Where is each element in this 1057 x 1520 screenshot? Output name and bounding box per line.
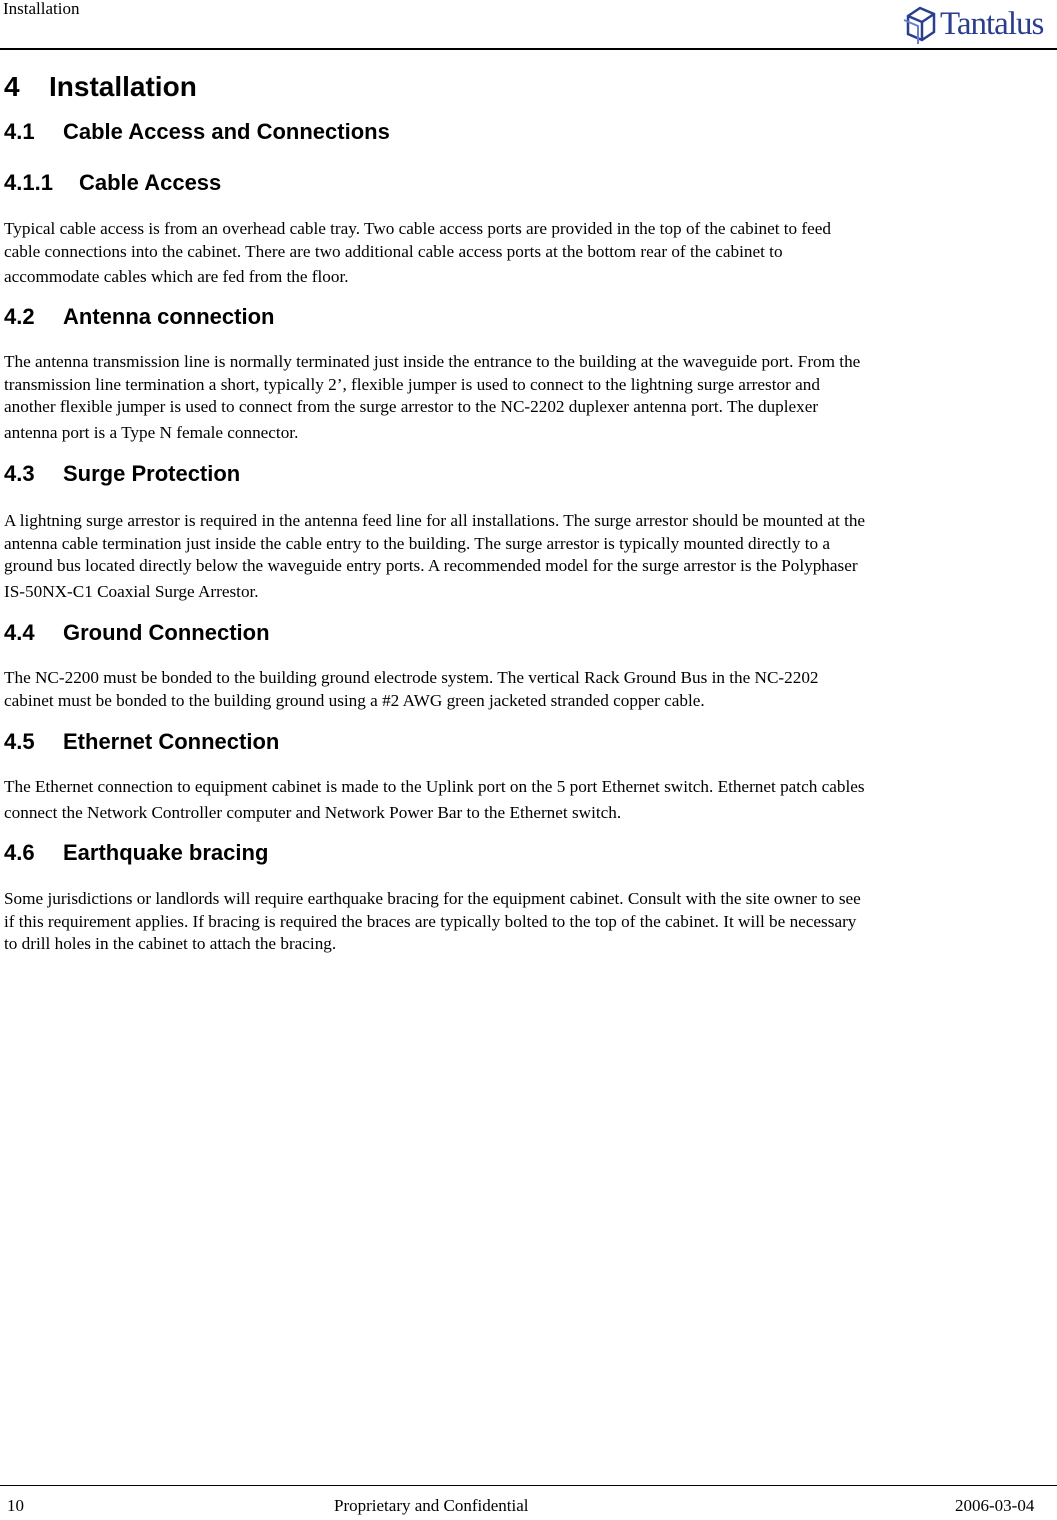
heading-text: Cable Access <box>79 170 222 195</box>
tantalus-logo <box>900 2 1050 46</box>
heading-4-3 <box>4 460 240 488</box>
footer-date: 2006-03-04 <box>955 1496 1035 1515</box>
heading-4-1-1 <box>4 169 221 197</box>
paragraph-line: antenna port is a Type N female connector. <box>4 422 299 442</box>
paragraph-line: if this requirement applies. If bracing is required the braces are typically bolted to the top of the cabinet. It will be necessary <box>4 911 857 931</box>
paragraph-line: Some jurisdictions or landlords will require earthquake bracing for the equipment cabinet. Consult with the site owner to see <box>4 889 861 908</box>
logo-cube-icon <box>900 2 940 46</box>
paragraph-antenna-connection <box>4 351 1057 444</box>
paragraph-line: The NC-2200 must be bonded to the building ground electrode system. The vertical Rack Ground Bus in the NC-2202 <box>4 668 819 687</box>
paragraph-line: connect the Network Controller computer and Network Power Bar to the Ethernet switch. <box>4 802 622 822</box>
footer-confidential: Proprietary and Confidential <box>334 1496 529 1515</box>
paragraph-line: to drill holes in the cabinet to attach the bracing. <box>4 934 337 953</box>
heading-number: 4.2 <box>4 304 35 329</box>
paragraph-line: IS-50NX-C1 Coaxial Surge Arrestor. <box>4 581 259 601</box>
heading-4-4 <box>4 619 270 647</box>
logo-text: Tantalus <box>940 6 1044 42</box>
paragraph-earthquake-bracing <box>4 888 1057 956</box>
paragraph-line: A lightning surge arrestor is required in the antenna feed line for all installations. The surge arrestor should be mounted at the <box>4 511 866 530</box>
heading-number: 4.5 <box>4 729 35 754</box>
paragraph-line: ground bus located directly below the waveguide entry ports. A recommended model for the surge arrestor is the Polyphaser <box>4 556 858 575</box>
paragraph-cable-access <box>4 218 1057 289</box>
footer-rule <box>0 1485 1057 1486</box>
paragraph-line: cabinet must be bonded to the building ground using a #2 AWG green jacketed stranded copper cable. <box>4 690 705 710</box>
heading-text: Surge Protection <box>63 461 241 486</box>
paragraph-line: transmission line termination a short, typically 2’, flexible jumper is used to connect to the lightning surge arrestor and <box>4 374 820 394</box>
heading-4-6 <box>4 839 268 867</box>
heading-text: Earthquake bracing <box>63 840 269 865</box>
paragraph-ethernet-connection <box>4 776 1057 824</box>
heading-number: 4.3 <box>4 461 35 486</box>
paragraph-line: Typical cable access is from an overhead cable tray. Two cable access ports are provided in the top of the cabinet to feed <box>4 219 832 238</box>
paragraph-line: cable connections into the cabinet. There are two additional cable access ports at the bottom rear of the cabinet to <box>4 241 783 261</box>
heading-4 <box>4 70 197 104</box>
heading-number: 4.4 <box>4 620 35 645</box>
heading-number: 4.1 <box>4 119 35 144</box>
paragraph-line: accommodate cables which are fed from the floor. <box>4 267 349 286</box>
running-header-title: Installation <box>3 0 80 18</box>
paragraph-line: antenna cable termination just inside the cable entry to the building. The surge arrestor is typically mounted directly to a <box>4 533 831 553</box>
heading-text: Antenna connection <box>63 304 275 329</box>
heading-text: Ethernet Connection <box>63 729 280 754</box>
heading-text: Cable Access and Connections <box>63 119 390 144</box>
heading-number: 4.6 <box>4 840 35 865</box>
heading-4-2 <box>4 303 274 331</box>
heading-4-1 <box>4 118 390 146</box>
paragraph-line: The Ethernet connection to equipment cabinet is made to the Uplink port on the 5 port Ethernet switch. Ethernet patch cables <box>4 777 865 796</box>
heading-4-5 <box>4 728 279 756</box>
heading-number: 4.1.1 <box>4 170 53 195</box>
paragraph-ground-connection <box>4 667 1057 712</box>
header-rule <box>0 48 1057 50</box>
paragraph-surge-protection <box>4 510 1057 603</box>
heading-text: Ground Connection <box>63 620 270 645</box>
heading-text: Installation <box>49 71 197 102</box>
heading-number: 4 <box>4 71 20 102</box>
paragraph-line: another flexible jumper is used to connect from the surge arrestor to the NC-2202 duplexer antenna port. The duplexer <box>4 397 819 416</box>
footer-page-number: 10 <box>7 1496 24 1515</box>
paragraph-line: The antenna transmission line is normally terminated just inside the entrance to the building at the waveguide port. From the <box>4 352 861 371</box>
